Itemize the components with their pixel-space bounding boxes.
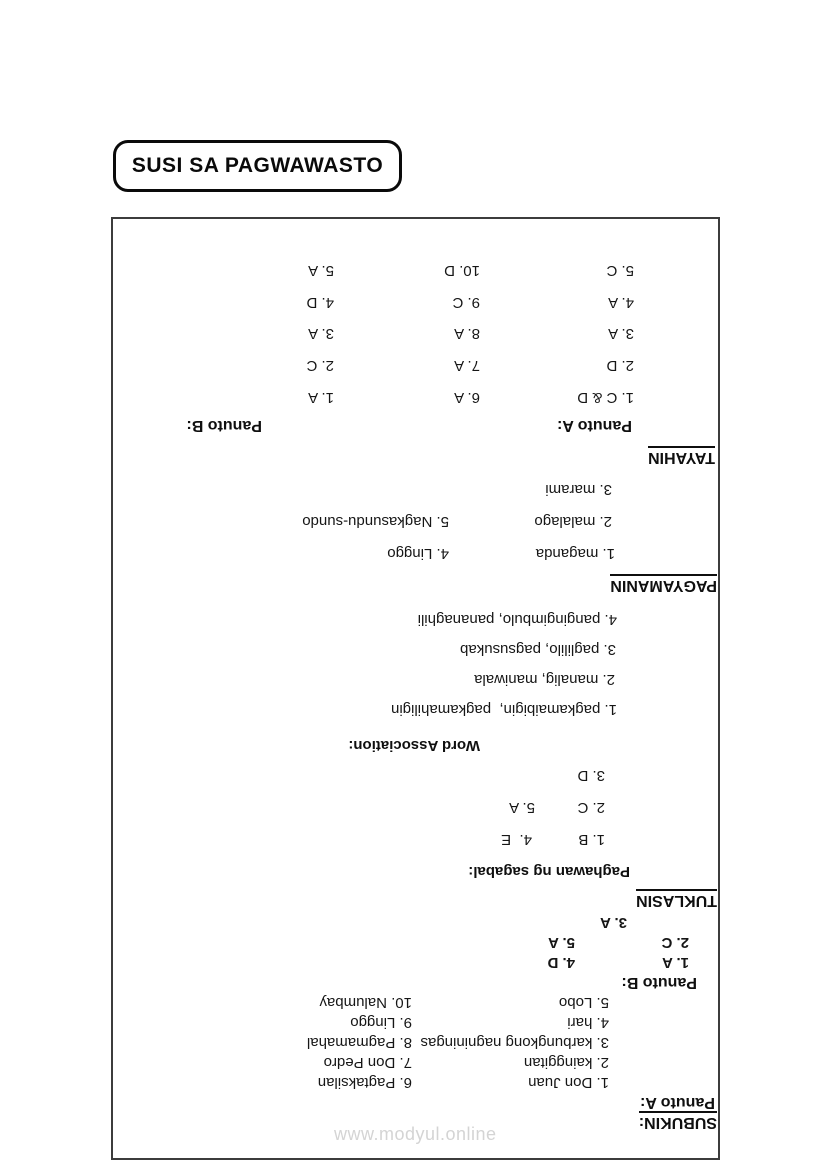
pagyamanin-answer: 3. marami	[545, 481, 612, 498]
tuklasin-answer: 4. E	[501, 831, 532, 848]
tayahin-panuto-b-label: Panuto B:	[186, 417, 262, 434]
rotated-answer-key-content	[113, 219, 722, 1162]
section-heading-pagyamanin: PAGYAMANIN	[610, 575, 717, 595]
subukin-b-answer: 1. A	[662, 954, 689, 971]
subukin-b-answer: 2. C	[661, 934, 689, 951]
tayahin-answer: 5. A	[308, 262, 334, 279]
subukin-b-answer: 3. A	[600, 914, 627, 931]
word-association-item: 2. manalig, maniwala	[474, 671, 615, 688]
subukin-a-item: 7. Don Pedro	[323, 1054, 412, 1071]
answer-key-frame	[111, 217, 720, 1160]
word-association-item: 4. pangingimbulo, pananaghili	[417, 611, 617, 628]
tuklasin-answer: 1. B	[578, 831, 605, 848]
word-association-label: Word Association:	[348, 737, 480, 754]
tayahin-answer: 9. C	[452, 294, 480, 311]
tuklasin-answer: 3. D	[577, 767, 605, 784]
subukin-a-item: 8. Pagmamahal	[306, 1034, 412, 1051]
tuklasin-answer: 5. A	[509, 799, 535, 816]
section-heading-subukin: SUBUKIN:	[639, 1112, 717, 1132]
tuklasin-answer: 2. C	[577, 799, 605, 816]
subukin-a-item: 10. Nalumbay	[319, 994, 412, 1011]
watermark-text: www.modyul.online	[334, 1124, 497, 1144]
subukin-a-item: 6. Pagtaksilan	[317, 1074, 412, 1091]
pagyamanin-answer: 4. Linggo	[387, 545, 449, 562]
tayahin-answer: 2. C	[306, 357, 334, 374]
tayahin-panuto-a-label: Panuto A:	[557, 417, 632, 434]
tayahin-answer: 3. A	[308, 325, 334, 342]
word-association-item: 1. pagkamaibigin, pagkamahiligin	[391, 701, 617, 718]
tayahin-answer: 8. A	[454, 325, 480, 342]
tuklasin-subhead: Paghawan ng sagabal:	[468, 863, 630, 880]
tayahin-answer: 7. A	[454, 357, 480, 374]
pagyamanin-answer: 2. malalago	[534, 513, 612, 530]
subukin-b-answer: 5. A	[548, 934, 575, 951]
subukin-a-item: 2. kainggitan	[523, 1054, 609, 1071]
subukin-b-answer: 4. D	[547, 954, 575, 971]
tayahin-answer: 4. D	[306, 294, 334, 311]
subukin-panuto-a-label: Panuto A:	[640, 1094, 715, 1111]
tayahin-answer: 1. C & D	[577, 389, 634, 406]
subukin-a-item: 1. Don Juan	[528, 1074, 609, 1091]
tayahin-answer: 5. C	[606, 262, 634, 279]
page-title-box	[113, 140, 402, 192]
section-heading-tayahin: TAYAHIN	[648, 447, 715, 467]
tayahin-answer: 6. A	[454, 389, 480, 406]
subukin-panuto-b-label: Panuto B:	[621, 974, 697, 991]
section-heading-tuklasin: TUKLASIN	[636, 890, 717, 910]
subukin-a-item: 9. Linggo	[350, 1014, 412, 1031]
pagyamanin-answer: 1. maganda	[535, 545, 615, 562]
tayahin-answer: 10. D	[444, 262, 480, 279]
subukin-a-item: 5. Lobo	[558, 994, 609, 1011]
tayahin-answer: 3. A	[608, 325, 634, 342]
subukin-a-item: 4. hari	[567, 1014, 609, 1031]
tayahin-answer: 1. A	[308, 389, 334, 406]
pagyamanin-answer: 5. Nagkasundu-sundo	[302, 513, 449, 530]
word-association-item: 3. paglililo, pagsusukab	[460, 641, 616, 658]
tayahin-answer: 4. A	[608, 294, 634, 311]
subukin-a-item: 3. karbungkong nagniningas	[420, 1034, 609, 1051]
tayahin-answer: 2. D	[606, 357, 634, 374]
page-title: SUSI SA PAGWAWASTO	[131, 154, 384, 177]
